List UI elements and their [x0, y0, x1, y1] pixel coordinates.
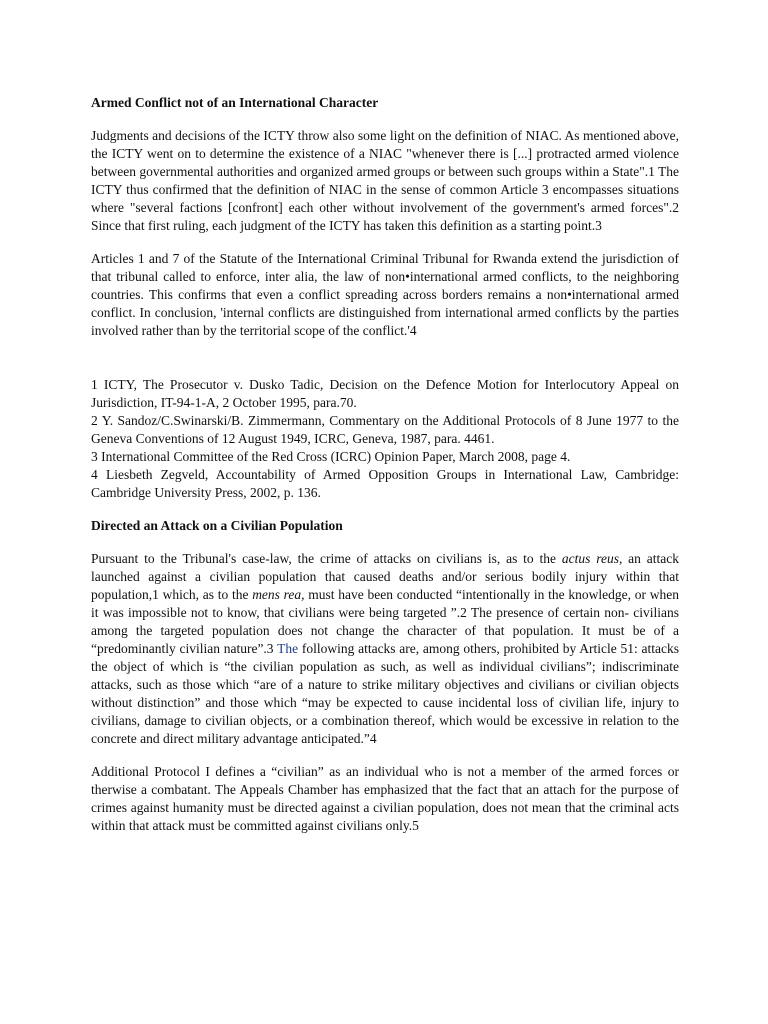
- footnote-3: 3 International Committee of the Red Cross (ICRC) Opinion Paper, March 2008, page 4.: [91, 449, 571, 464]
- footnote-4: 4 Liesbeth Zegveld, Accountability of Armed Opposition Groups in International Law, Cambridge: Cambridge University Press, 2002, p. 136.: [91, 467, 679, 500]
- paragraph-attack: [91, 550, 679, 748]
- attack-text-4: following attacks are, among others, prohibited by Article 51: attacks the object of which is “the civilian population as such, as well as individual civilians”; indiscriminate attacks, such as those which “are of a nature to strike military objectives and civilians or civilian objects without distinction” and those which “may be expected to cause incidental loss of civilian life, injury to civilians, damage to civilian objects, or a combination thereof, which would be excessive in relation to the concrete and direct military advantage anticipated.”4: [91, 641, 679, 746]
- actus-reus-term: actus reus: [561, 551, 619, 566]
- footnote-1: 1 ICTY, The Prosecutor v. Dusko Tadic, Decision on the Defence Motion for Interlocutory Appeal on Jurisdiction, IT-94-1-A, 2 October 1995, para.70.: [91, 377, 679, 410]
- paragraph-ictr-part2: international armed conflicts by the parties involved rather than by the territorial scope of the conflict.'4: [91, 305, 679, 338]
- paragraph-ictr-part1: Articles 1 and 7 of the Statute of the International Criminal Tribunal for Rwanda extend the jurisdiction of that tribunal called to enforce, inter alia, the law of non•international armed conflicts, to the neighboring countries. This confirms that even a conflict spreading across borders remains a non•international armed conflict. In conclusion, 'internal conflicts are distinguished from: [91, 251, 679, 320]
- paragraph-civilian-definition: Additional Protocol I defines a “civilian” as an individual who is not a member of the armed forces or therwise a combatant. The Appeals Chamber has emphasized that the fact that an attach for the purpose of crimes against humanity must be directed against a civilian population, does not mean that the criminal acts within that attack must be committed against civilians only.5: [91, 764, 679, 833]
- attack-text-the: The: [277, 641, 299, 656]
- document-body: [91, 94, 679, 835]
- attack-text-1: Pursuant to the Tribunal's case-law, the crime of attacks on civilians is, as to the: [91, 551, 562, 566]
- footnote-2: 2 Y. Sandoz/C.Swinarski/B. Zimmermann, Commentary on the Additional Protocols of 8 June 1977 to the Geneva Conventions of 12 August 1949, ICRC, Geneva, 1987, para. 4461.: [91, 413, 679, 446]
- mens-rea-term: mens rea,: [252, 587, 305, 602]
- attack-text-3: must have been conducted “intentionally in the knowledge, or when it was impossible not to know, that civilians were being targeted ”.2 The presence of certain non- civilians among the targeted population does not change the character of that population. It must be of a “predominantly civilian nature”.3: [91, 587, 679, 656]
- paragraph-icty: Judgments and decisions of the ICTY throw also some light on the definition of NIAC. As mentioned above, the ICTY went on to determine the existence of a NIAC "whenever there is [...] protracted armed violence between governmental authorities and organized armed groups or between such groups within a State".1 The ICTY thus confirmed that the definition of NIAC in the sense of common Article 3 encompasses situations where "several factions [confront] each other without involvement of the government's armed forces".2 Since that first ruling, each judgment of the ICTY has taken this definition as a starting point.3: [91, 128, 679, 233]
- attack-text-2: , an attack launched against a civilian population that caused deaths and/or serious bodily injury within that population,1 which, as to the: [91, 551, 679, 602]
- paragraph-ictr: [91, 250, 679, 340]
- section-heading-niac: Armed Conflict not of an International Character: [91, 95, 379, 110]
- section-heading-attack: Directed an Attack on a Civilian Population: [91, 518, 343, 533]
- footnotes: [91, 376, 679, 502]
